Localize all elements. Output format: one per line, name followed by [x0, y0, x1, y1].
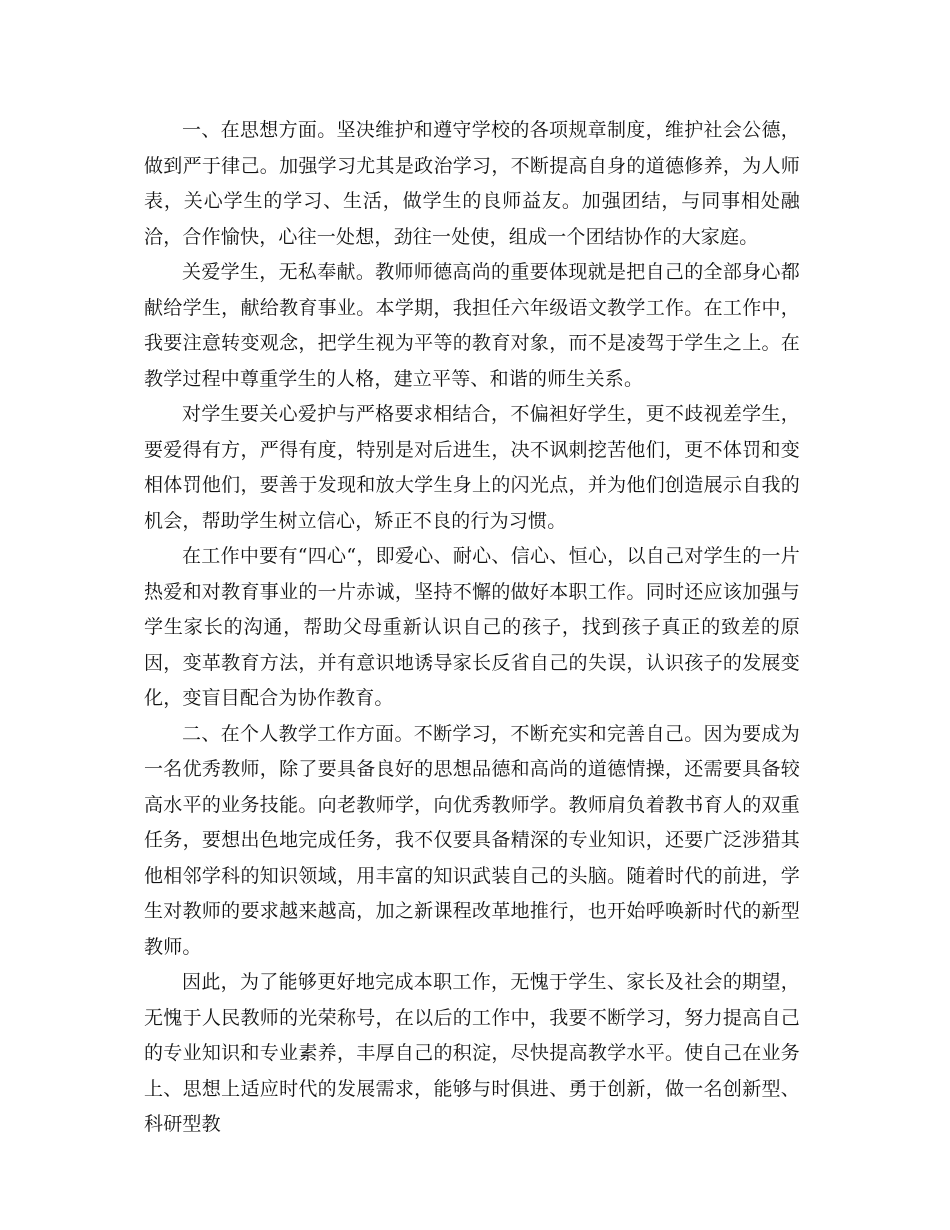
paragraph-love-and-strictness: 对学生要关心爱护与严格要求相结合，不偏袒好学生，更不歧视差学生，要爱得有方，严得有度，特别是对后进生，决不讽刺挖苦他们，更不体罚和变相体罚他们，要善于发现和放大学生身上的闪光点，并为他们创造展示自我的机会，帮助学生树立信心，矫正不良的行为习惯。 — [144, 403, 800, 532]
paragraph-four-hearts: 在工作中要有“四心“，即爱心、耐心、信心、恒心，以自己对学生的一片热爱和对教育事业的一片赤诚，坚持不懈的做好本职工作。同时还应该加强与学生家长的沟通，帮助父母重新认识自己的孩子，找到孩子真正的致差的原因，变革教育方法，并有意识地诱导家长反省自己的失误，认识孩子的发展变化，变盲目配合为协作教育。 — [144, 545, 800, 709]
paragraph-personal-teaching: 二、在个人教学工作方面。不断学习，不断充实和完善自己。因为要成为一名优秀教师，除了要具备良好的思想品德和高尚的道德情操，还需要具备较高水平的业务技能。向老教师学，向优秀教师学。教师肩负着教书育人的双重任务，要想出色地完成任务，我不仅要具备精深的专业知识，还要广泛涉猎其他相邻学科的知识领域，用丰富的知识武装自己的头脑。随着时代的前进，学生对教师的要求越来越高，加之新课程改革地推行，也开始呼唤新时代的新型教师。 — [144, 722, 800, 958]
paragraph-care-for-students: 关爱学生，无私奉献。教师师德高尚的重要体现就是把自己的全部身心都献给学生，献给教育事业。本学期，我担任六年级语文教学工作。在工作中，我要注意转变观念，把学生视为平等的教育对象，而不是凌驾于学生之上。在教学过程中尊重学生的人格，建立平等、和谐的师生关系。 — [144, 261, 800, 390]
document-body — [144, 113, 800, 1143]
paragraph-ideology: 一、在思想方面。坚决维护和遵守学校的各项规章制度，维护社会公德，做到严于律己。加强学习尤其是政治学习，不断提高自身的道德修养，为人师表，关心学生的学习、生活，做学生的良师益友。加强团结，与同事相处融洽，合作愉快，心往一处想，劲往一处使，组成一个团结协作的大家庭。 — [144, 119, 800, 248]
paragraph-conclusion: 因此，为了能够更好地完成本职工作，无愧于学生、家长及社会的期望，无愧于人民教师的光荣称号，在以后的工作中，我要不断学习，努力提高自己的专业知识和专业素养，丰厚自己的积淀，尽快提高教学水平。使自己在业务上、思想上适应时代的发展需求，能够与时俱进、勇于创新，做一名创新型、科研型教 — [144, 971, 800, 1135]
